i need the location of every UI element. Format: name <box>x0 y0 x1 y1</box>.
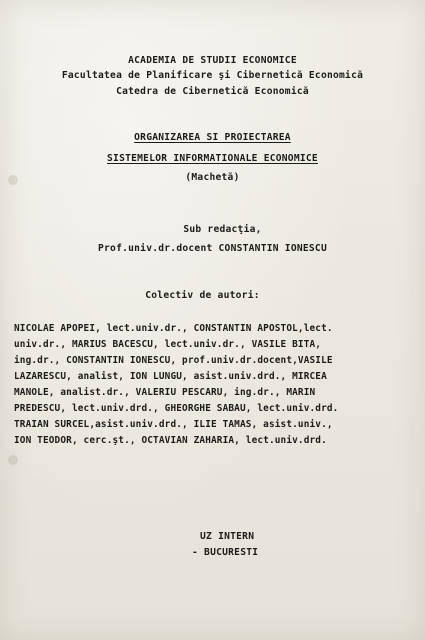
author-line: TRAIAN SURCEL,asist.univ.drd., ILIE TAMAS, asist.univ., <box>14 419 333 430</box>
title-subtitle: (Machetă) <box>185 172 240 183</box>
editor-name: Prof.univ.dr.docent CONSTANTIN IONESCU <box>98 243 327 254</box>
author-line: MANOLE, analist.dr., VALERIU PESCARU, ing.dr., MARIN <box>14 387 316 398</box>
publisher-label: UZ INTERN <box>200 531 255 542</box>
editor-label: Sub redacţia, <box>183 224 262 235</box>
author-line: univ.dr., MARIUS BACESCU, lect.univ.dr., VASILE BITA, <box>14 339 322 350</box>
institution-name: ACADEMIA DE STUDII ECONOMICE <box>128 55 297 66</box>
authors-label: Colectiv de autori: <box>145 290 260 301</box>
author-line: LAZARESCU, analist, ION LUNGU, asist.univ.drd., MIRCEA <box>14 371 327 382</box>
title-line-2: SISTEMELOR INFORMATIONALE ECONOMICE <box>107 153 318 164</box>
author-line: ing.dr., CONSTANTIN IONESCU, prof.univ.dr.docent,VASILE <box>14 355 333 366</box>
faculty-name: Facultatea de Planificare şi Cibernetică Economică <box>61 70 364 81</box>
punch-hole-mark <box>8 455 18 465</box>
author-line: ION TEODOR, cerc.şt., OCTAVIAN ZAHARIA, lect.univ.drd. <box>14 435 327 446</box>
department-name: Catedra de Cibernetică Economică <box>116 86 309 97</box>
author-line: NICOLAE APOPEI, lect.univ.dr., CONSTANTIN APOSTOL,lect. <box>14 323 333 334</box>
city-label: - BUCURESTI <box>192 547 259 558</box>
title-line-1: ORGANIZAREA SI PROIECTAREA <box>134 132 291 143</box>
author-line: PREDESCU, lect.univ.drd., GHEORGHE SABAU, lect.univ.drd. <box>14 403 339 414</box>
